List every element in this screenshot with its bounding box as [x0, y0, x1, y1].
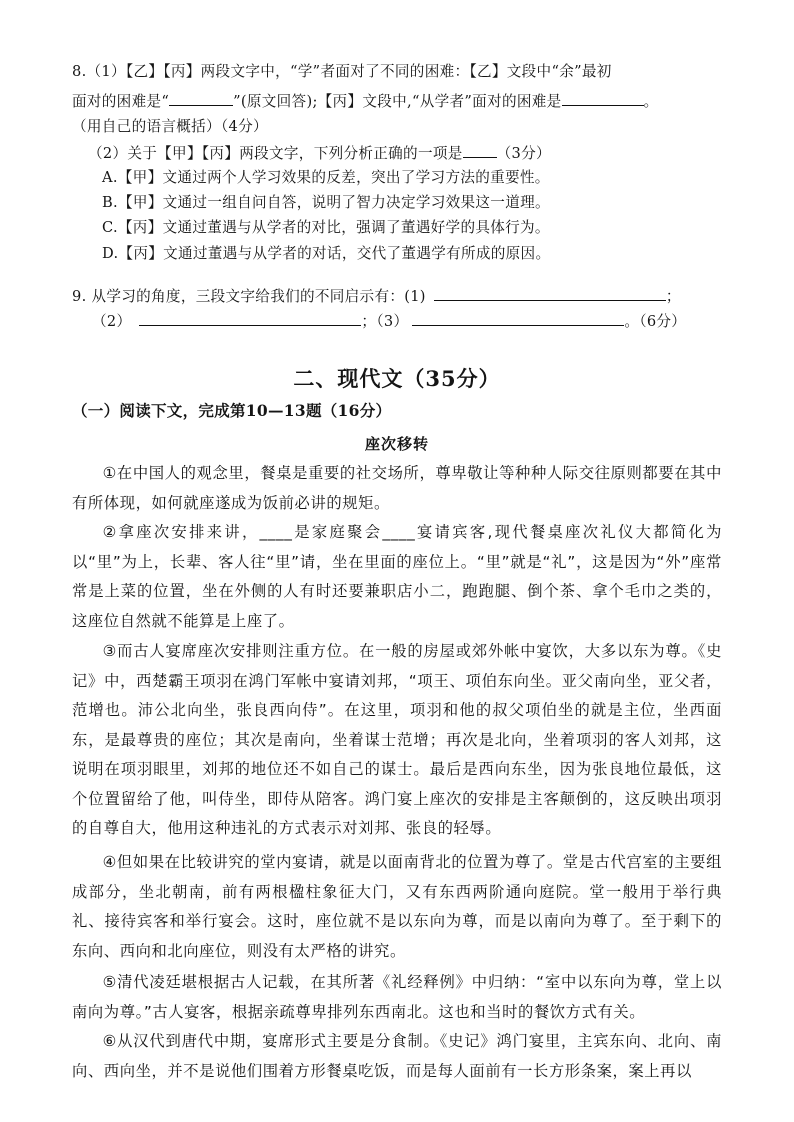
q8-part2-score: （3分）	[496, 145, 551, 162]
paragraph-3: ③而古人宴席座次安排则注重方位。在一般的房屋或郊外帐中宴饮，大多以东为尊。《史记》中，西楚霸王项羽在鸿门军帐中宴请刘邦，“项王、项伯东向坐。亚父南向坐，亚父者，范增也。沛公北向坐，张良西向侍”。在这里，项羽和他的叔父项伯坐的就是主位，坐西面东，是最尊贵的座位；其次是南向，坐着谋士范增；再次是北向，坐着项羽的客人刘邦，这说明在项羽眼里，刘邦的地位还不如自己的谋士。最后是西向东坐，因为张良地位最低，这个位置留给了他，叫侍坐，即侍从陪客。鸿门宴上座次的安排是主客颠倒的，这反映出项羽的自尊自大，他用这种违礼的方式表示对刘邦、张良的轻辱。	[72, 642, 722, 837]
q9-end: 。（6分）	[624, 313, 687, 330]
q8-line1: 8.（1）【乙】【丙】两段文字中，“学”者面对了不同的困难：【乙】文段中“余”最初	[72, 63, 612, 80]
q9-stem: 9. 从学习的角度，三段文字给我们的不同启示有：(1)	[72, 288, 426, 305]
q8-part2	[88, 142, 551, 164]
q8-option-d: D.【丙】文通过董遇与从学者的对话，交代了董遇学有所成的原因。	[102, 245, 551, 262]
q9-answer-blank-1[interactable]	[434, 285, 666, 301]
q8-option-b: B.【甲】文通过一组自问自答，说明了智力决定学习效果这一道理。	[102, 194, 550, 211]
section-title: 二、现代文（35分）	[293, 366, 501, 391]
paragraph-4: ④但如果在比较讲究的堂内宴请，就是以面南背北的位置为尊了。堂是古代宫室的主要组成部分，坐北朝南，前有两根楹柱象征大门，又有东西两阶通向庭院。堂一般用于举行典礼、接待宾客和举行宴会。这时，座位就不是以东向为尊，而是以南向为尊了。至于剩下的东向、西向和北向座位，则没有太严格的讲究。	[72, 853, 722, 960]
q8-option-c: C.【丙】文通过董遇与从学者的对比，强调了董遇好学的具体行为。	[102, 219, 550, 236]
q8-answer-blank-1[interactable]	[169, 90, 233, 106]
paragraph-6: ⑥从汉代到唐代中期，宴席形式主要是分食制。《史记》鸿门宴里，主宾东向、北向、南向、西向坐，并不是说他们围着方形餐桌吃饭，而是每人面前有一长方形条案，案上再以	[72, 1032, 722, 1080]
q9-p3-label: ；（3）	[361, 313, 409, 330]
q8-line2-prefix: 面对的困难是“	[72, 93, 170, 110]
q9-answer-blank-3[interactable]	[412, 310, 624, 326]
q9-answer-blank-2[interactable]	[139, 310, 361, 326]
q8-line2-middle: ”(原文回答);【丙】文段中,“从学者”面对的困难是	[233, 93, 562, 110]
q9-line2	[92, 310, 686, 332]
paragraph-2: ②拿座次安排来讲，____是家庭聚会____宴请宾客,现代餐桌座次礼仪大都简化为以“里”为上，长辈、客人往“里”请，坐在里面的座位上。“里”就是“礼”，这是因为“外”座常常是上菜的位置，坐在外侧的人有时还要兼职店小二，跑跑腿、倒个茶、拿个毛巾之类的，这座位自然就不能算是上座了。	[72, 523, 722, 630]
q8-line2	[72, 90, 658, 112]
q9-semicolon-1: ；	[665, 288, 681, 305]
q8-line2-end: 。	[643, 93, 659, 110]
q8-choice-blank[interactable]	[463, 142, 497, 158]
article-title: 座次移转	[364, 435, 429, 453]
q8-answer-blank-2[interactable]	[562, 90, 644, 106]
q8-part2-stem: （2）关于【甲】【丙】两段文字，下列分析正确的一项是	[88, 145, 463, 162]
section-subtitle: （一）阅读下文，完成第10—13题（16分）	[72, 401, 392, 420]
q9-line1	[72, 285, 681, 307]
paragraph-5: ⑤清代凌廷堪根据古人记载，在其所著《礼经释例》中归纳：“室中以东向为尊，堂上以南向为尊。”古人宴客，根据亲疏尊卑排列东西南北。这也和当时的餐饮方式有关。	[72, 973, 722, 1021]
paragraph-1: ①在中国人的观念里，餐桌是重要的社交场所，尊卑敬让等种种人际交往原则都要在其中有所体现，如何就座遂成为饭前必讲的规矩。	[72, 464, 722, 512]
q9-p2-label: （2）	[92, 313, 132, 330]
q8-option-a: A.【甲】文通过两个人学习效果的反差，突出了学习方法的重要性。	[102, 169, 550, 186]
q8-line3: （用自己的语言概括）（4分）	[72, 118, 268, 135]
